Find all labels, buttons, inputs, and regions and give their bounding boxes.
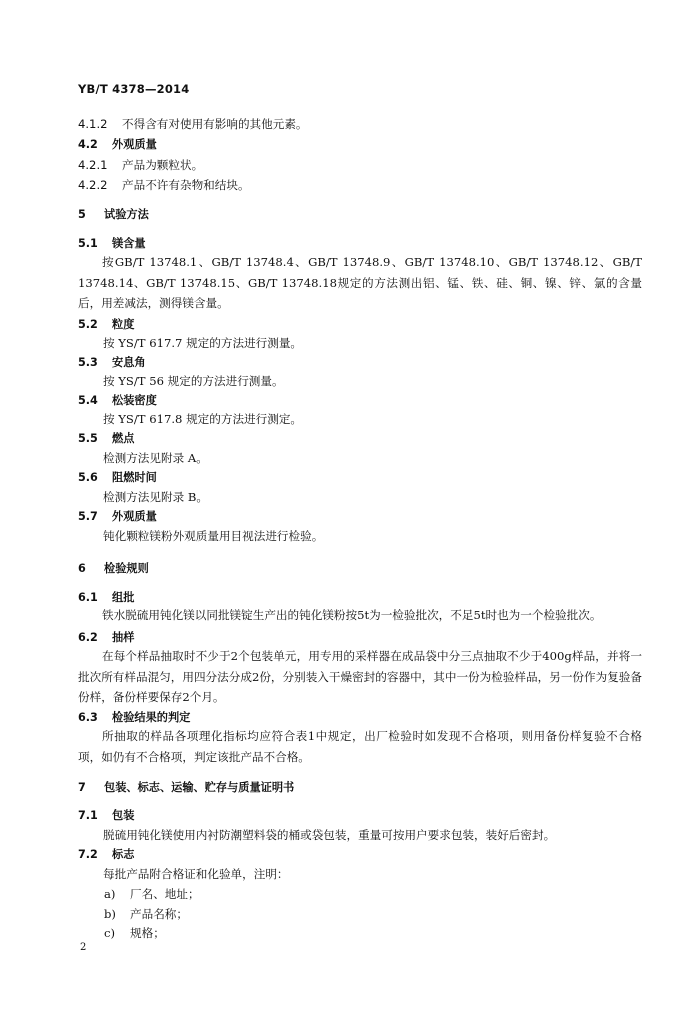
heading-number: 5 (78, 208, 86, 221)
heading-title: 检验结果的判定 (112, 711, 191, 724)
paragraph-6-2: 在每个样品抽取时不少于2个包装单元，用专用的采样器在成品袋中分三点抽取不少于400g样品，并将一批次所有样品混匀，用四分法分成2份，分别装入干燥密封的容器中，其中一份为检验样品，另一份作为复验备份样，备份样要保存2个月。 (78, 649, 642, 704)
heading-title: 燃点 (112, 432, 135, 445)
heading-5-6 (78, 470, 157, 486)
heading-title: 安息角 (112, 356, 146, 369)
paragraph-6-1: 铁水脱硫用钝化镁以同批镁锭生产出的钝化镁粉按5t为一检验批次，不足5t时也为一个检验批次。 (102, 608, 602, 622)
heading-title: 外观质量 (112, 510, 157, 523)
heading-title: 镁含量 (112, 237, 146, 250)
paragraph-5-5: 检测方法见附录 A。 (103, 451, 208, 465)
list-label: b) (104, 907, 116, 921)
heading-7 (78, 780, 294, 796)
heading-number: 4.2 (78, 138, 98, 151)
clause-4-1-2 (78, 116, 308, 132)
paragraph-5-1: 按GB/T 13748.1、GB/T 13748.4、GB/T 13748.9、GB/T 13748.10、GB/T 13748.12、GB/T 13748.14、GB/T 13748.15、GB/T 13748.18规定的方法测出铝、锰、铁、硅、铜、镍、锌、氯的含量后，用差减法，测得镁含量。 (78, 255, 642, 310)
clause-text: 不得含有对使用有影响的其他元素。 (122, 117, 308, 131)
list-item (104, 906, 188, 922)
heading-number: 5.3 (78, 356, 98, 369)
clause-number: 4.2.2 (78, 178, 108, 192)
heading-6-2 (78, 630, 134, 646)
heading-title: 包装、标志、运输、贮存与质量证明书 (104, 781, 295, 794)
heading-5-4 (78, 393, 157, 409)
standard-number-header: YB/T 4378—2014 (78, 82, 190, 96)
heading-number: 5.2 (78, 318, 98, 331)
list-label: c) (104, 926, 116, 940)
paragraph-5-2: 按 YS/T 617.7 规定的方法进行测量。 (103, 336, 303, 350)
heading-number: 5.6 (78, 471, 98, 484)
heading-7-2 (78, 847, 134, 863)
list-item (104, 925, 165, 941)
paragraph-7-1: 脱硫用钝化镁使用内衬防潮塑料袋的桶或袋包装，重量可按用户要求包装，装好后密封。 (103, 828, 556, 842)
heading-number: 5.7 (78, 510, 98, 523)
heading-number: 6.2 (78, 631, 98, 644)
heading-number: 7 (78, 781, 86, 794)
heading-5-1 (78, 236, 146, 252)
heading-5-2 (78, 317, 134, 333)
heading-number: 5.4 (78, 394, 98, 407)
list-item (104, 886, 200, 902)
paragraph-6-3: 所抽取的样品各项理化指标均应符合表1中规定，出厂检验时如发现不合格项，则用备份样复验不合格项，如仍有不合格项，判定该批产品不合格。 (78, 729, 642, 764)
heading-number: 5.1 (78, 237, 98, 250)
heading-title: 粒度 (112, 318, 135, 331)
heading-6-3 (78, 710, 190, 726)
clause-text: 产品不许有杂物和结块。 (122, 178, 250, 192)
heading-6 (78, 561, 149, 577)
heading-title: 抽样 (112, 631, 135, 644)
heading-number: 7.1 (78, 809, 98, 822)
clause-4-2-2 (78, 177, 250, 193)
heading-title: 组批 (112, 591, 135, 604)
heading-6-1 (78, 590, 134, 606)
heading-4-2 (78, 137, 157, 153)
list-label: a) (104, 887, 116, 901)
heading-7-1 (78, 808, 134, 824)
clause-number: 4.1.2 (78, 117, 108, 131)
clause-4-2-1 (78, 157, 203, 173)
paragraph-7-2: 每批产品附合格证和化验单，注明： (103, 867, 289, 881)
paragraph-5-3: 按 YS/T 56 规定的方法进行测量。 (103, 374, 284, 388)
heading-5 (78, 207, 149, 223)
heading-title: 松装密度 (112, 394, 157, 407)
paragraph-5-7: 钝化颗粒镁粉外观质量用目视法进行检验。 (103, 529, 324, 543)
clause-number: 4.2.1 (78, 158, 108, 172)
heading-5-3 (78, 355, 146, 371)
heading-number: 6.1 (78, 591, 98, 604)
list-text: 厂名、地址； (130, 887, 200, 901)
heading-5-5 (78, 431, 134, 447)
heading-title: 检验规则 (104, 562, 149, 575)
heading-number: 7.2 (78, 848, 98, 861)
clause-text: 产品为颗粒状。 (122, 158, 204, 172)
heading-title: 阻燃时间 (112, 471, 157, 484)
heading-title: 包装 (112, 809, 135, 822)
heading-number: 5.5 (78, 432, 98, 445)
list-text: 规格； (130, 926, 165, 940)
heading-title: 标志 (112, 848, 135, 861)
list-text: 产品名称； (130, 907, 188, 921)
paragraph-5-6: 检测方法见附录 B。 (103, 490, 208, 504)
heading-title: 外观质量 (112, 138, 157, 151)
heading-number: 6 (78, 562, 86, 575)
heading-number: 6.3 (78, 711, 98, 724)
paragraph-5-4: 按 YS/T 617.8 规定的方法进行测定。 (103, 412, 303, 426)
heading-title: 试验方法 (104, 208, 149, 221)
heading-5-7 (78, 509, 157, 525)
page-number: 2 (80, 942, 87, 953)
